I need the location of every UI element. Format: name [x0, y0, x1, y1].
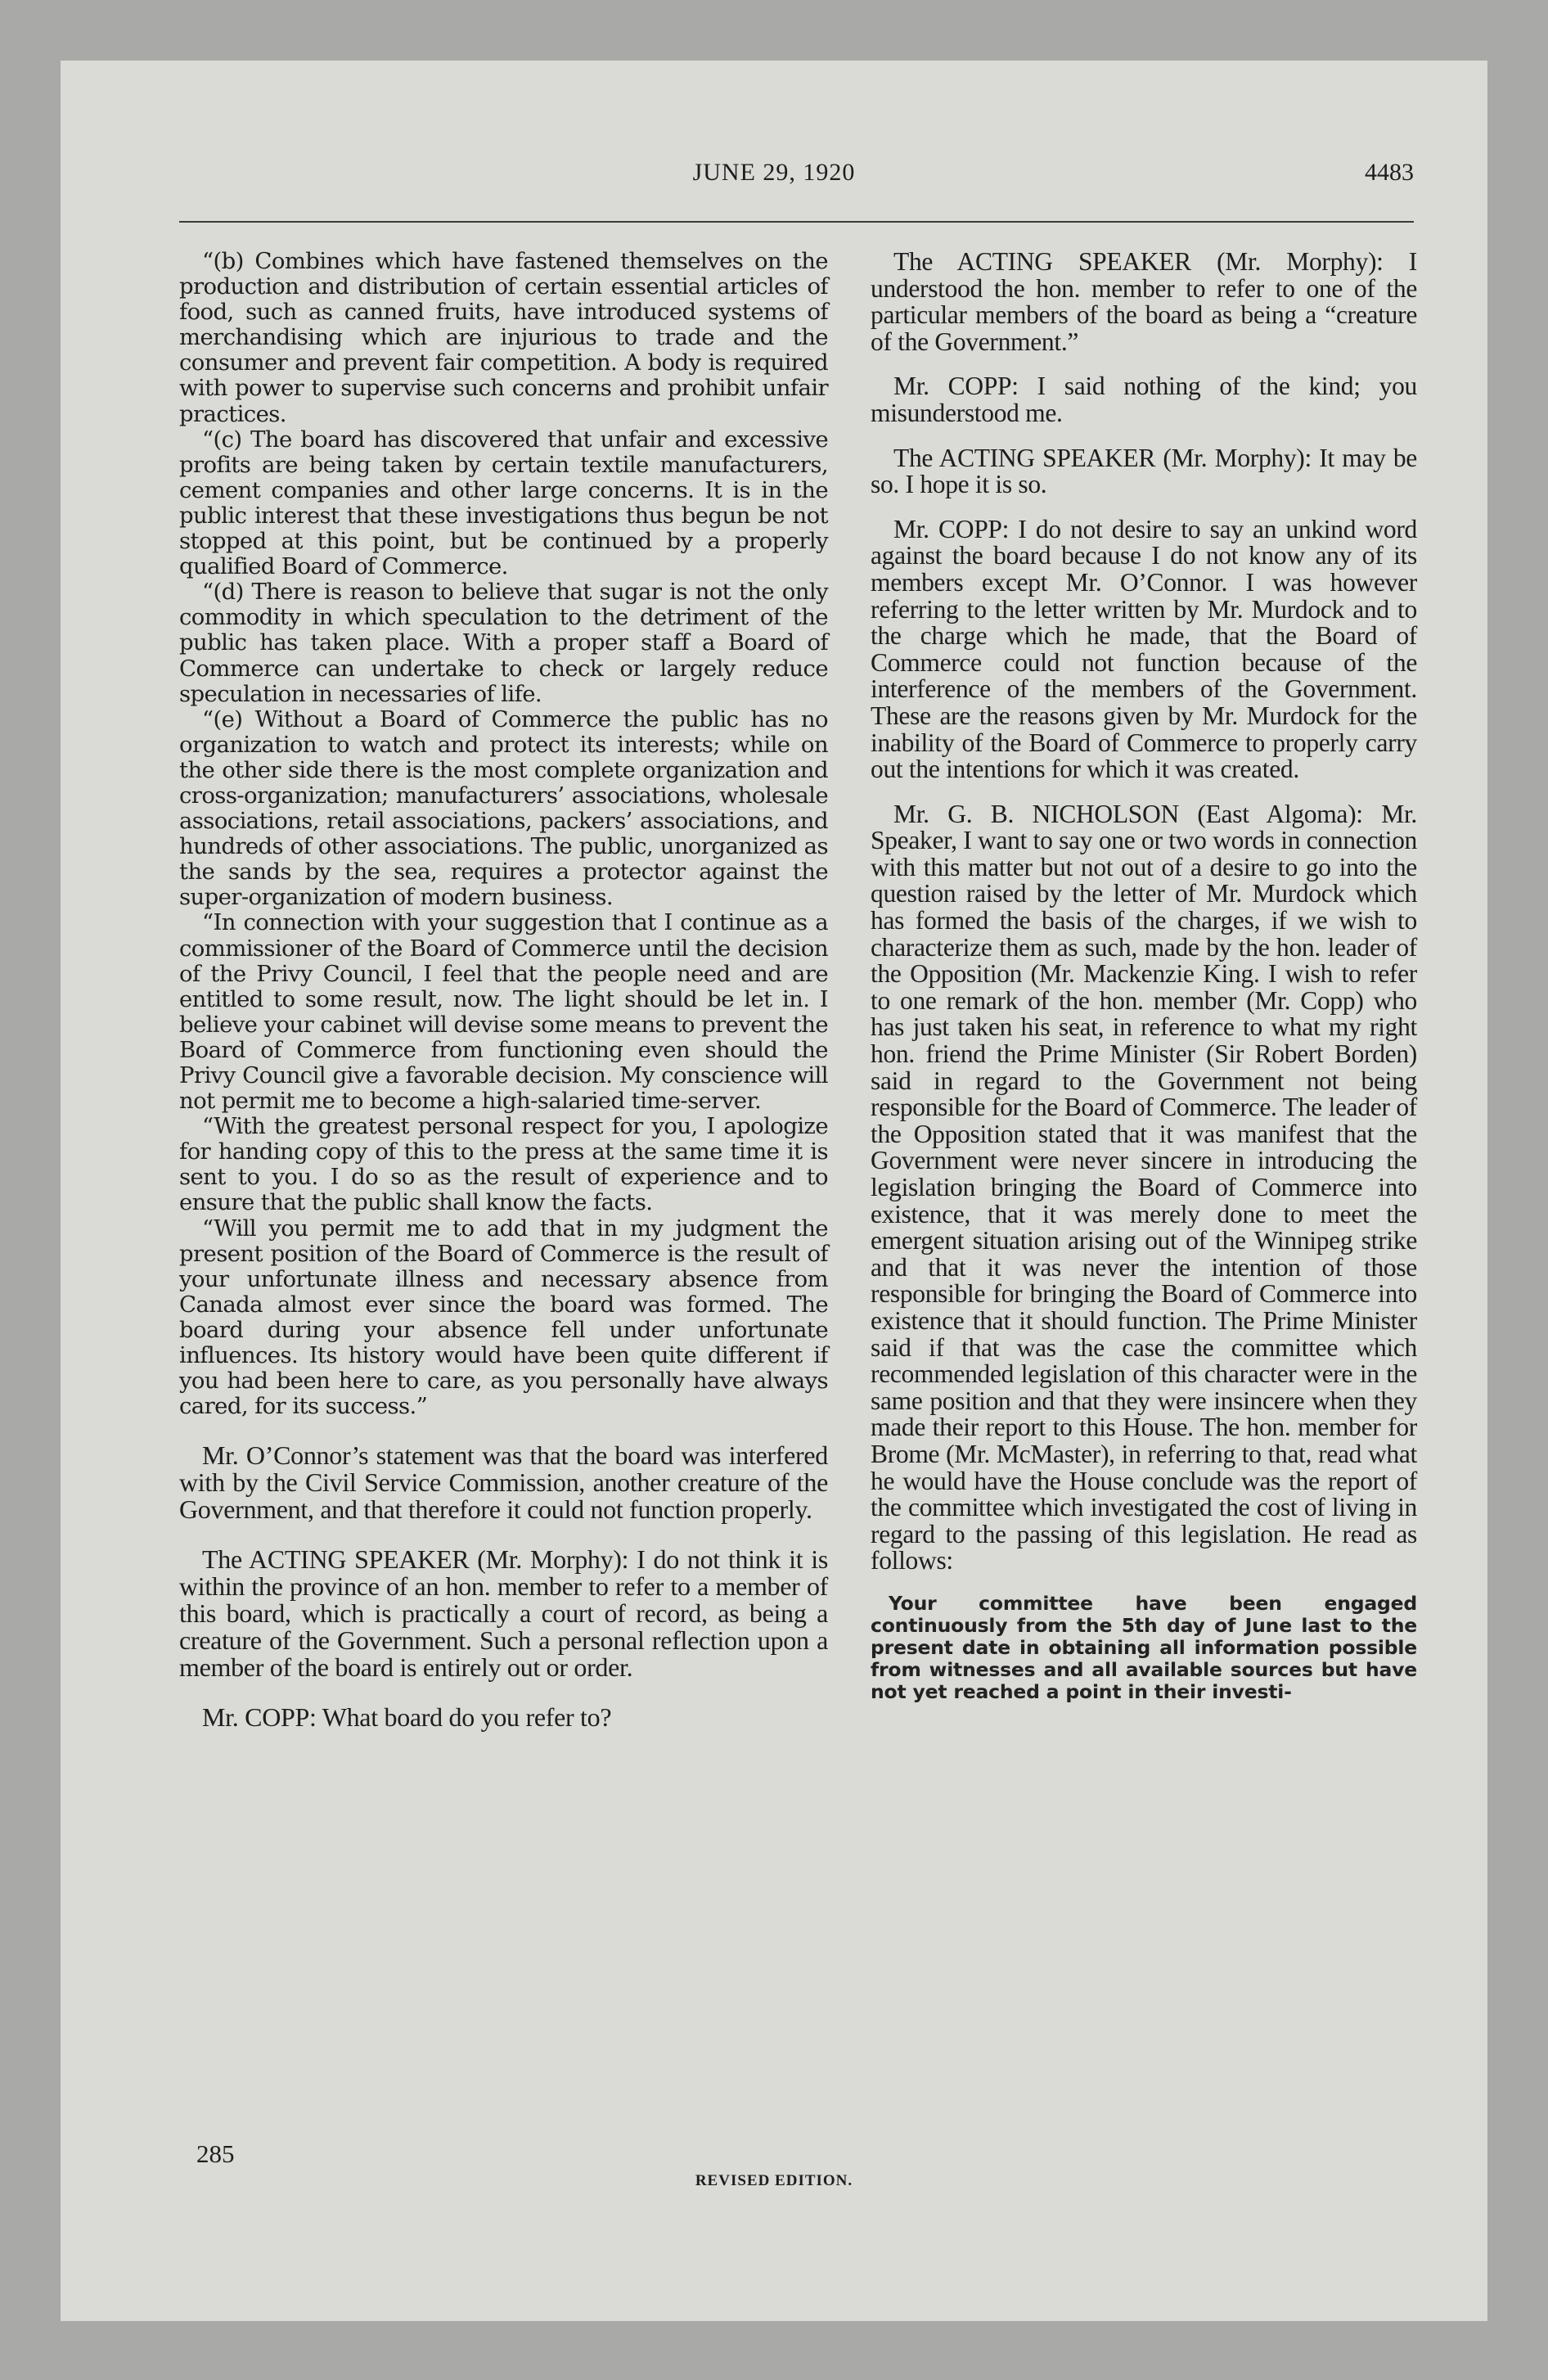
para-speaker-2: The ACTING SPEAKER (Mr. Morphy): I understood the hon. member to refer to one of the particular members of the board as being a “creature of the Government.”	[871, 247, 1417, 356]
page-sheet	[61, 61, 1487, 2321]
para-speaker-1: The ACTING SPEAKER (Mr. Morphy): I do not think it is within the province of an hon. member to refer to a member of this board, which is practically a court of record, as being a creature of the Government. Such a personal reflection upon a member of the board is entirely out or order.	[179, 1544, 828, 1683]
header-date: JUNE 29, 1920	[692, 159, 856, 186]
quote-b: “(b) Combines which have fastened themselves on the production and distribution of certain essential articles of food, such as canned fruits, have introduced systems of merchandising which are injurious to trade and the consumer and prevent fair competition. A body is required with power to supervise such concerns and prohibit unfair practices.	[179, 248, 828, 427]
quote-committee: Your committee have been engaged continuously from the 5th day of June last to the present date in obtaining all information possible from witnesses and all available sources but have not yet reached a point in their investi-	[871, 1591, 1417, 1703]
quote-respect: “With the greatest personal respect for you, I apologize for handing copy of this to the press at the same time it is sent to you. I do so as the result of experience and to ensure that the public shall know the facts.	[179, 1113, 828, 1216]
quote-d: “(d) There is reason to believe that sugar is not the only commodity in which speculation to the detriment of the public has taken place. With a proper staff a Board of Commerce can undertake to check or largely reduce speculation in necessaries of life.	[179, 579, 828, 707]
header-rule	[179, 221, 1414, 223]
para-oconnor: Mr. O’Connor’s statement was that the board was interfered with by the Civil Service Commission, another creature of the Government, and that therefore it could not function properly.	[179, 1440, 828, 1525]
running-head	[61, 159, 1487, 192]
header-page-number: 4483	[1365, 159, 1414, 186]
para-copp-2: Mr. COPP: I said nothing of the kind; you misunderstood me.	[871, 372, 1417, 427]
quote-connection: “In connection with your suggestion that I continue as a commissioner of the Board of Commerce until the decision of the Privy Council, I feel that the people need and are entitled to some result, now. The light should be let in. I believe your cabinet will devise some means to prevent the Board of Commerce from functioning even should the Privy Council give a favorable decision. My conscience will not permit me to become a high-salaried time-server.	[179, 909, 828, 1115]
footer-edition: REVISED EDITION.	[695, 2172, 853, 2189]
para-speaker-3: The ACTING SPEAKER (Mr. Morphy): It may be so. I hope it is so.	[871, 443, 1417, 499]
quote-judgment: “Will you permit me to add that in my judgment the present position of the Board of Commerce is the result of your unfortunate illness and necessary absence from Canada almost ever since the board was formed. The board during your absence fell under unfortunate influences. Its history would have been quite different if you had been here to care, as you personally have always cared, for its success.”	[179, 1215, 828, 1420]
quote-c: “(c) The board has discovered that unfair and excessive profits are being taken by certain textile manufacturers, cement companies and other large concerns. It is in the public interest that these investigations thus begun be not stopped at this point, but be continued by a properly qualified Board of Commerce.	[179, 426, 828, 580]
left-column	[179, 249, 828, 1731]
folio-number: 285	[196, 2139, 235, 2168]
right-column	[871, 249, 1417, 1703]
quote-e: “(e) Without a Board of Commerce the public has no organization to watch and protect its interests; while on the other side there is the most complete organization and cross-organization; manufacturers’ associations, wholesale associations, retail associations, packers’ associations, and hundreds of other associations. The public, unorganized as the sands by the sea, requires a protector against the super-organization of modern business.	[179, 705, 828, 911]
para-nicholson: Mr. G. B. NICHOLSON (East Algoma): Mr. Speaker, I want to say one or two words in connection with this matter but not out of a desire to go into the question raised by the letter of Mr. Murdock which has formed the basis of the charges, if we wish to characterize them as such, made by the hon. leader of the Opposition (Mr. Mackenzie King. I wish to refer to one remark of the hon. member (Mr. Copp) who has just taken his seat, in reference to what my right hon. friend the Prime Minister (Sir Robert Borden) said in regard to the Government not being responsible for the Board of Commerce. The leader of the Opposition stated that it was manifest that the Government were never sincere in introducing the legislation bringing the Board of Commerce into existence, that it was merely done to meet the emergent situation arising out of the Winnipeg strike and that it was never the intention of those responsible for bringing the Board of Commerce into existence that it should function. The Prime Minister said if that was the case the committee which recommended legislation of this character were in the same position and that they were insincere when they made their report to this House. The hon. member for Brome (Mr. McMaster), in referring to that, read what he would have the House conclude was the report of the committee which investigated the cost of living in regard to the passing of this legislation. He read as follows:	[871, 799, 1417, 1575]
para-copp-1: Mr. COPP: What board do you refer to?	[202, 1702, 612, 1733]
para-copp-3: Mr. COPP: I do not desire to say an unkind word against the board because I do not know any of its members except Mr. O’Connor. I was however referring to the letter written by Mr. Murdock and to the charge which he made, that the Board of Commerce could not function because of the interference of the members of the Government. These are the reasons given by Mr. Murdock for the inability of the Board of Commerce to properly carry out the intentions for which it was created.	[871, 514, 1417, 784]
